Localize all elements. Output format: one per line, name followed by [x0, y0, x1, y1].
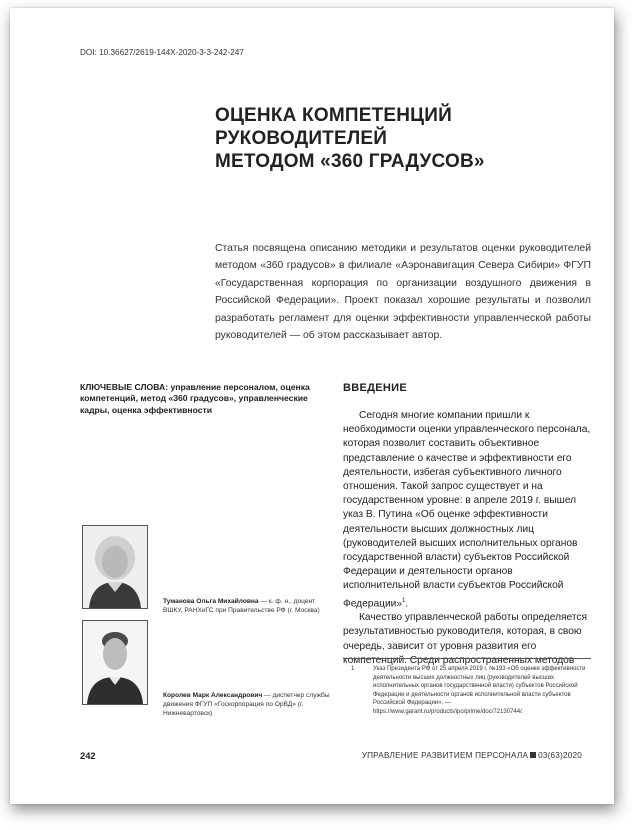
keywords: КЛЮЧЕВЫЕ СЛОВА: управление персоналом, оценка компетенций, метод «360 градусов», управленческие кадры, оценка эффективности: [80, 382, 310, 415]
author-photo-tumanova: [82, 525, 148, 609]
footnote-text: Указ Президента РФ от 25 апреля 2019 г. №193 «Об оценке эффективности деятельности высших должностных лиц (руководителей высших исполнительных органов государственной власти) субъектов Российской Федерации и деятельности органов исполнительной власти субъектов Российской Федерации». — https://www.garant.ru/products/ipo/prime/doc/72130744/.: [373, 666, 586, 715]
paragraph-1-text: Сегодня многие компании пришли к необходимости оценки управленческого персонала, которая позволит составить объективное представление о качестве и эффективности его деятельности, избегая субъективного личного отношения. Такой запрос существует и на государственном уровне: в апреле 2019 г. вышел указ В. Путина «Об оценке эффективности деятельности высших должностных лиц (руководителей высших исполнительных органов государственной власти) субъектов Российской Федерации и деятельности органов исполнительной власти субъектов Российской Федерации»: [343, 410, 591, 610]
author-caption-1: [163, 597, 331, 615]
portrait-image: [83, 526, 147, 608]
article-title-line-1: ОЦЕНКА КОМПЕТЕНЦИЙ РУКОВОДИТЕЛЕЙ: [215, 105, 452, 149]
footnote: [343, 665, 591, 717]
portrait-image: [83, 621, 147, 704]
section-heading-introduction: ВВЕДЕНИЕ: [343, 382, 407, 394]
journal-name: УПРАВЛЕНИЕ РАЗВИТИЕМ ПЕРСОНАЛА: [361, 751, 529, 760]
author-info-2: — диспетчер службы движения ФГУП «Госкорпорация по ОрВД» (г. Нижневартовск): [163, 692, 330, 717]
footnote-reference[interactable]: 1: [402, 597, 406, 604]
body-text: [343, 409, 591, 668]
author-name-2: Королев Марк Александрович: [163, 692, 263, 699]
footnote-number: 1: [351, 666, 355, 672]
page-number: 242: [80, 750, 96, 761]
separator-square-icon: [530, 752, 536, 758]
paragraph-2: Качество управленческой работы определяется результативностью руководителя, которая, в свою очередь, зависит от уровня развития его компетенций. Среди распространенных методов: [343, 612, 588, 666]
journal-page: [10, 8, 614, 804]
author-name-1: Туманова Ольга Михайловна: [163, 598, 259, 605]
author-info-1: — к. ф. н., доцент ВШКУ, РАНХиГС при Правительстве РФ (г. Москва): [163, 598, 320, 614]
journal-footer: [362, 751, 582, 760]
footnote-divider: [343, 658, 591, 659]
author-photo-korolev: [82, 620, 148, 705]
article-abstract: Статья посвящена описанию методики и результатов оценки руководителей методом «360 градусов» в филиале «Аэронавигация Севера Сибири» ФГУП «Государственная корпорация по организации воздушного движения в Российской Федерации». Проект показал хорошие результаты и позволил разработать регламент для оценки эффективности управленческой работы руководителей — об этом рассказывает автор.: [215, 243, 591, 342]
paragraph-1: [343, 409, 591, 611]
article-title-line-2: МЕТОДОМ «360 ГРАДУСОВ»: [215, 151, 485, 172]
journal-issue: 03(63)2020: [538, 751, 582, 760]
author-caption-2: [163, 691, 331, 718]
doi-line: DOI: 10.36627/2619-144X-2020-3-3-242-247: [80, 48, 244, 57]
article-title: [215, 104, 585, 173]
paragraph-1-end: .: [405, 598, 409, 610]
